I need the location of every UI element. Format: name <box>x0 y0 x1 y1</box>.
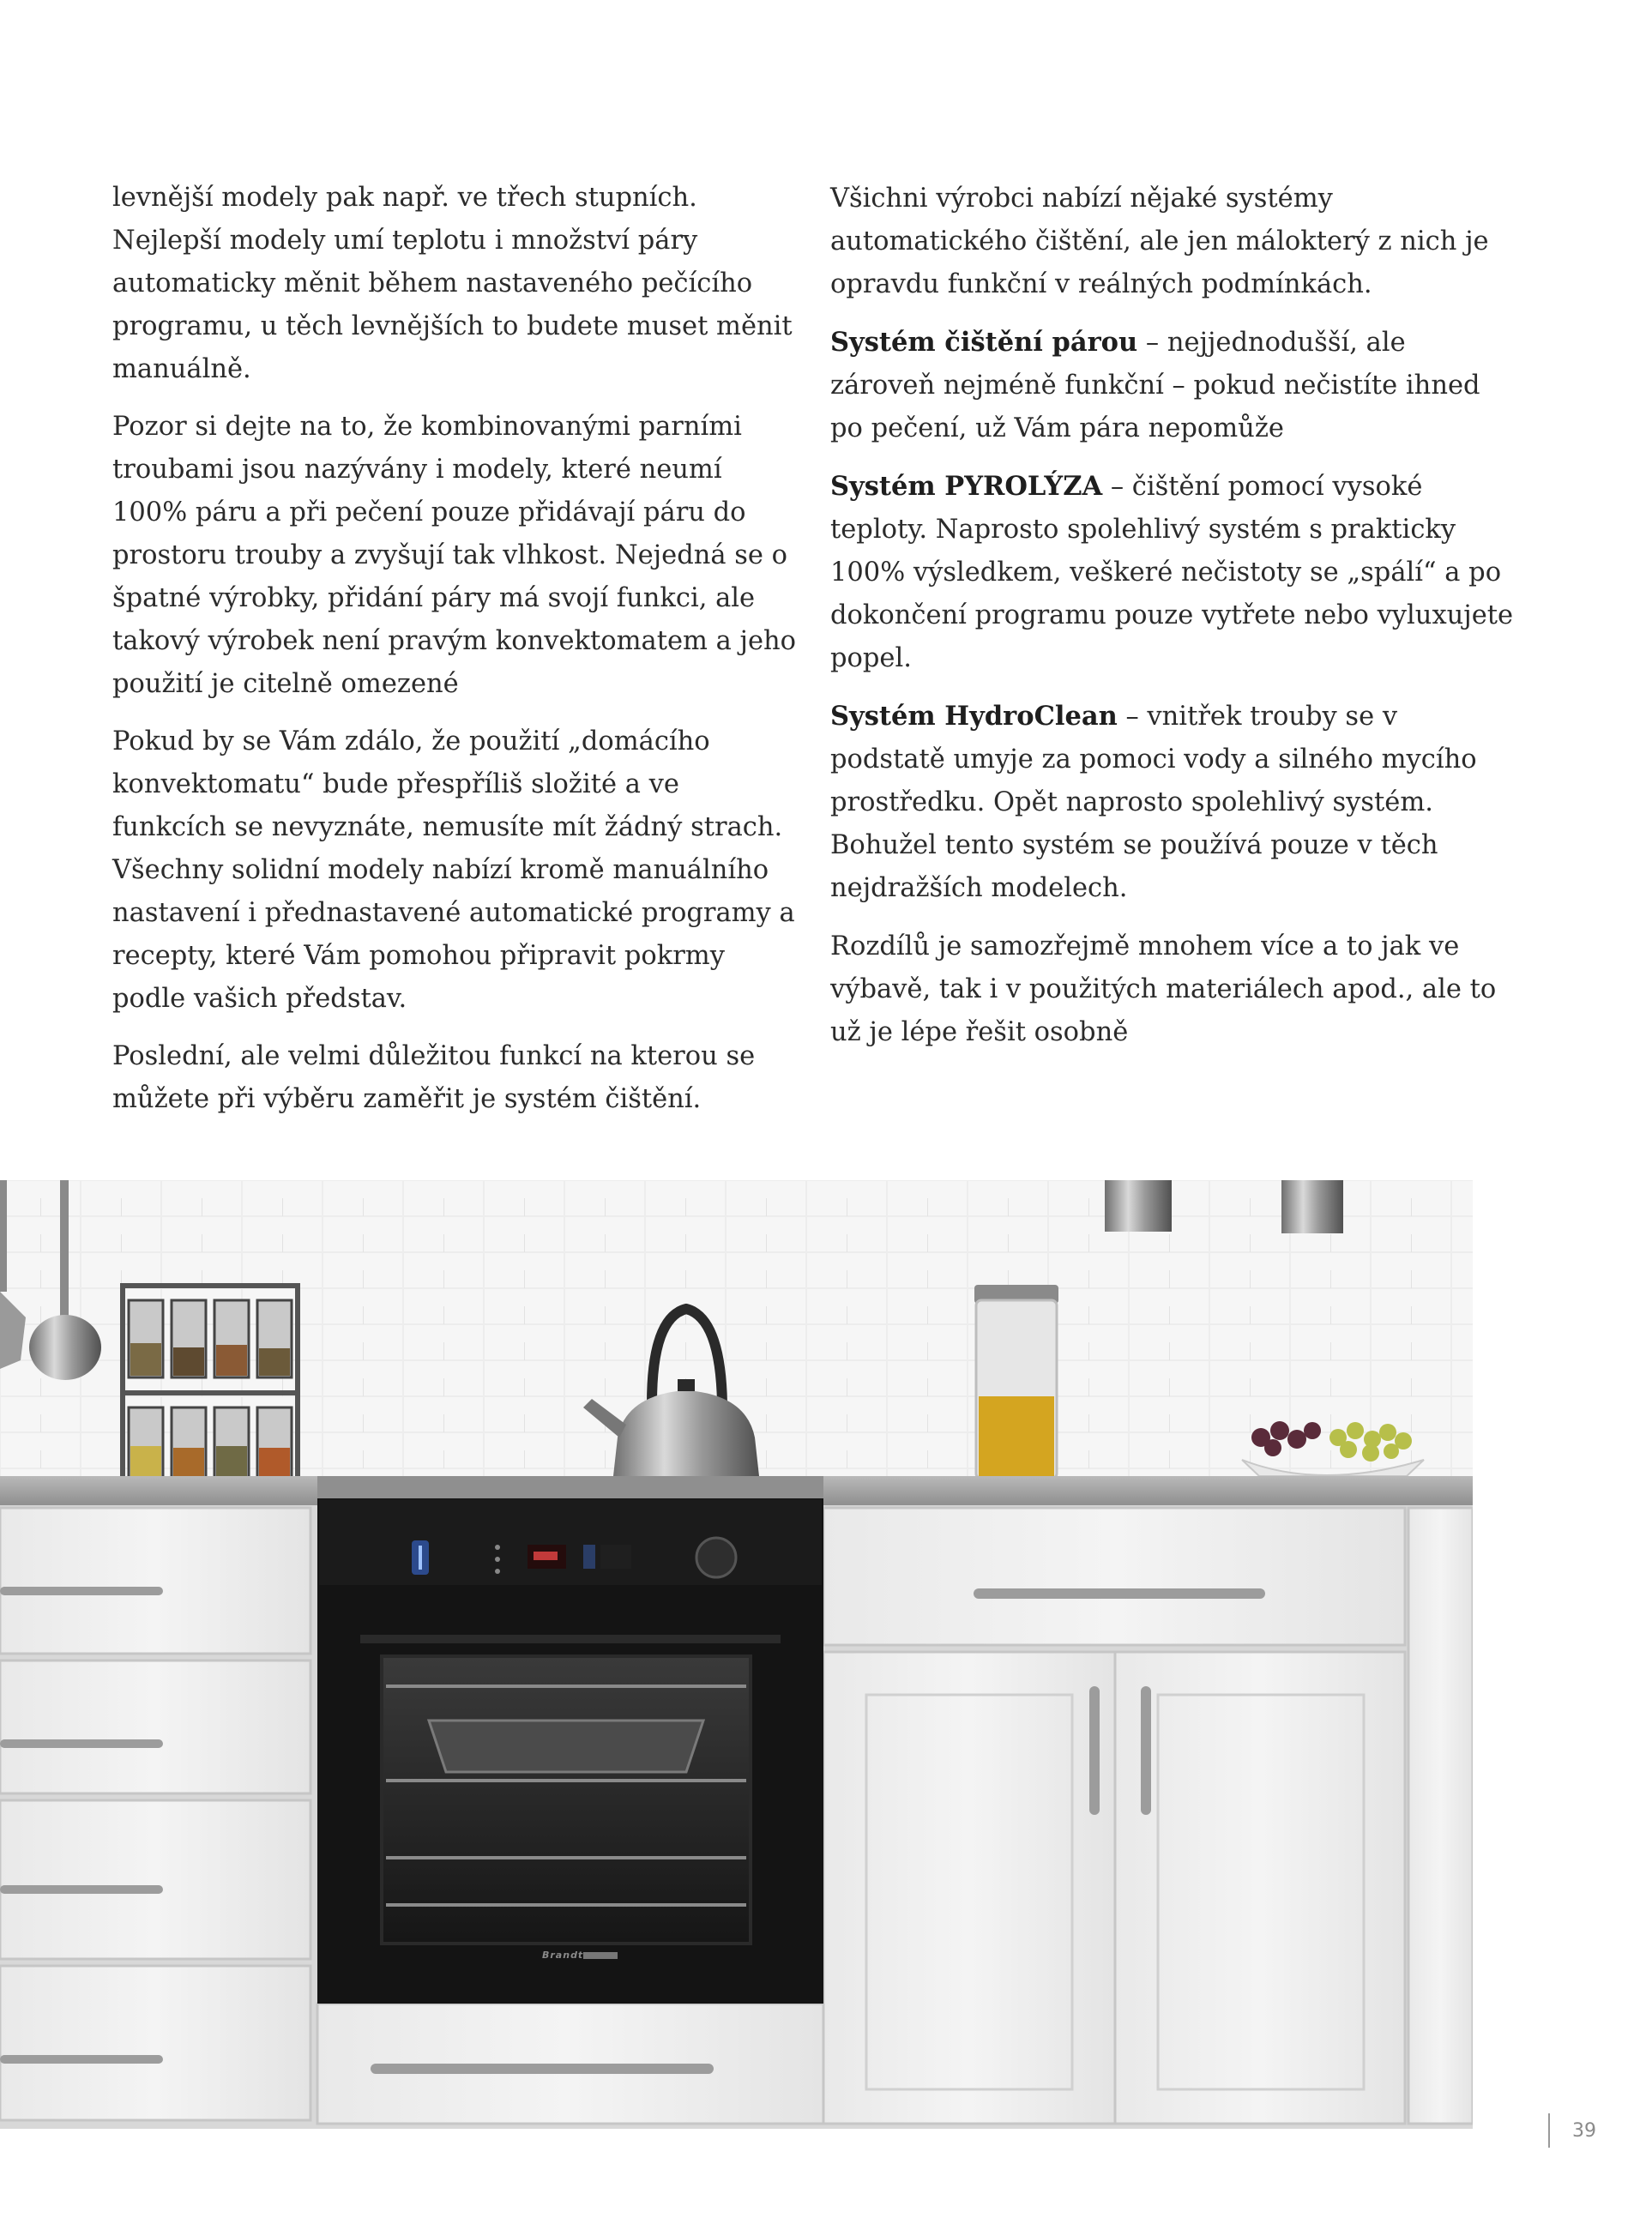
paragraph: Pokud by se Vám zdálo, že použití „domácího konvektomatu“ bude přespříliš složité a ve funkcích se nevyznáte, nemusíte mít žádný strach. Všechny solidní modely nabízí kromě manuálního nastavení i přednastavené automatické programy a recepty, které Vám pomohou připravit pokrmy podle vašich představ. <box>112 726 795 1014</box>
jar-icon <box>974 1285 1058 1479</box>
paragraph: Pozor si dejte na to, že kombinovanými parními troubami jsou nazývány i modely, které neumí 100% páru a při pečení pouze přidávají páru do prostoru trouby a zvyšují tak vlhkost. Nejedná se o špatné výrobky, přidání páry má svojí funkci, ale takový výrobek není pravým konvektomatem a jeho použití je citelně omezené <box>112 412 797 699</box>
paragraph <box>830 177 1516 306</box>
paragraph <box>830 925 1516 1054</box>
text-column-right <box>830 177 1516 1069</box>
oven-icon <box>317 1498 823 2004</box>
paragraph-lead: Systém PYROLÝZA <box>830 471 1103 502</box>
page-number <box>1548 2110 1596 2151</box>
paragraph: Poslední, ale velmi důležitou funkcí na kterou se můžete při výběru zaměřit je systém čištění. <box>112 1041 756 1114</box>
oven-brand-label: Brandt <box>542 1950 584 1961</box>
paragraph-pyrolysis <box>830 465 1516 680</box>
page-number-divider <box>1548 2113 1550 2148</box>
kitchen-photo <box>0 1180 1473 2129</box>
page-number-text: 39 <box>1572 2119 1596 2142</box>
paragraph-lead: Systém čištění párou <box>830 327 1138 358</box>
paragraph-text: – čištění pomocí vysoké teploty. Naprosto spolehlivý systém s prakticky 100% výsledkem, veškeré nečistoty se „spálí“ a po dokončení programu pouze vytřete nebo vyluxujete popel. <box>830 472 1514 673</box>
paragraph-text: Rozdílů je samozřejmě mnohem více a to jak ve výbavě, tak i v použitých materiálech apod., ale to už je lépe řešit osobně <box>830 931 1497 1047</box>
paragraph-text: Všichni výrobci nabízí nějaké systémy automatického čištění, ale jen málokterý z nich je opravdu funkční v reálných podmínkách. <box>830 184 1489 299</box>
paragraph-lead: Systém HydroClean <box>830 701 1118 732</box>
paragraph: levnější modely pak např. ve třech stupních. Nejlepší modely umí teplotu i množství páry automaticky měnit během nastaveného pečícího programu, u těch levnějších to budete muset měnit manuálně. <box>112 183 793 384</box>
text-column-left <box>112 177 799 1136</box>
paragraph-text: – vnitřek trouby se v podstatě umyje za pomoci vody a silného mycího prostředku. Opět naprosto spolehlivý systém. Bohužel tento systém se používá pouze v těch nejdražších modelech. <box>830 702 1477 903</box>
paragraph-text: – nejjednodušší, ale zároveň nejméně funkční – pokud nečistíte ihned po pečení, už Vám pára nepomůže <box>830 328 1480 443</box>
paragraph-hydroclean <box>830 695 1516 910</box>
paragraph-steam-cleaning <box>830 321 1516 450</box>
